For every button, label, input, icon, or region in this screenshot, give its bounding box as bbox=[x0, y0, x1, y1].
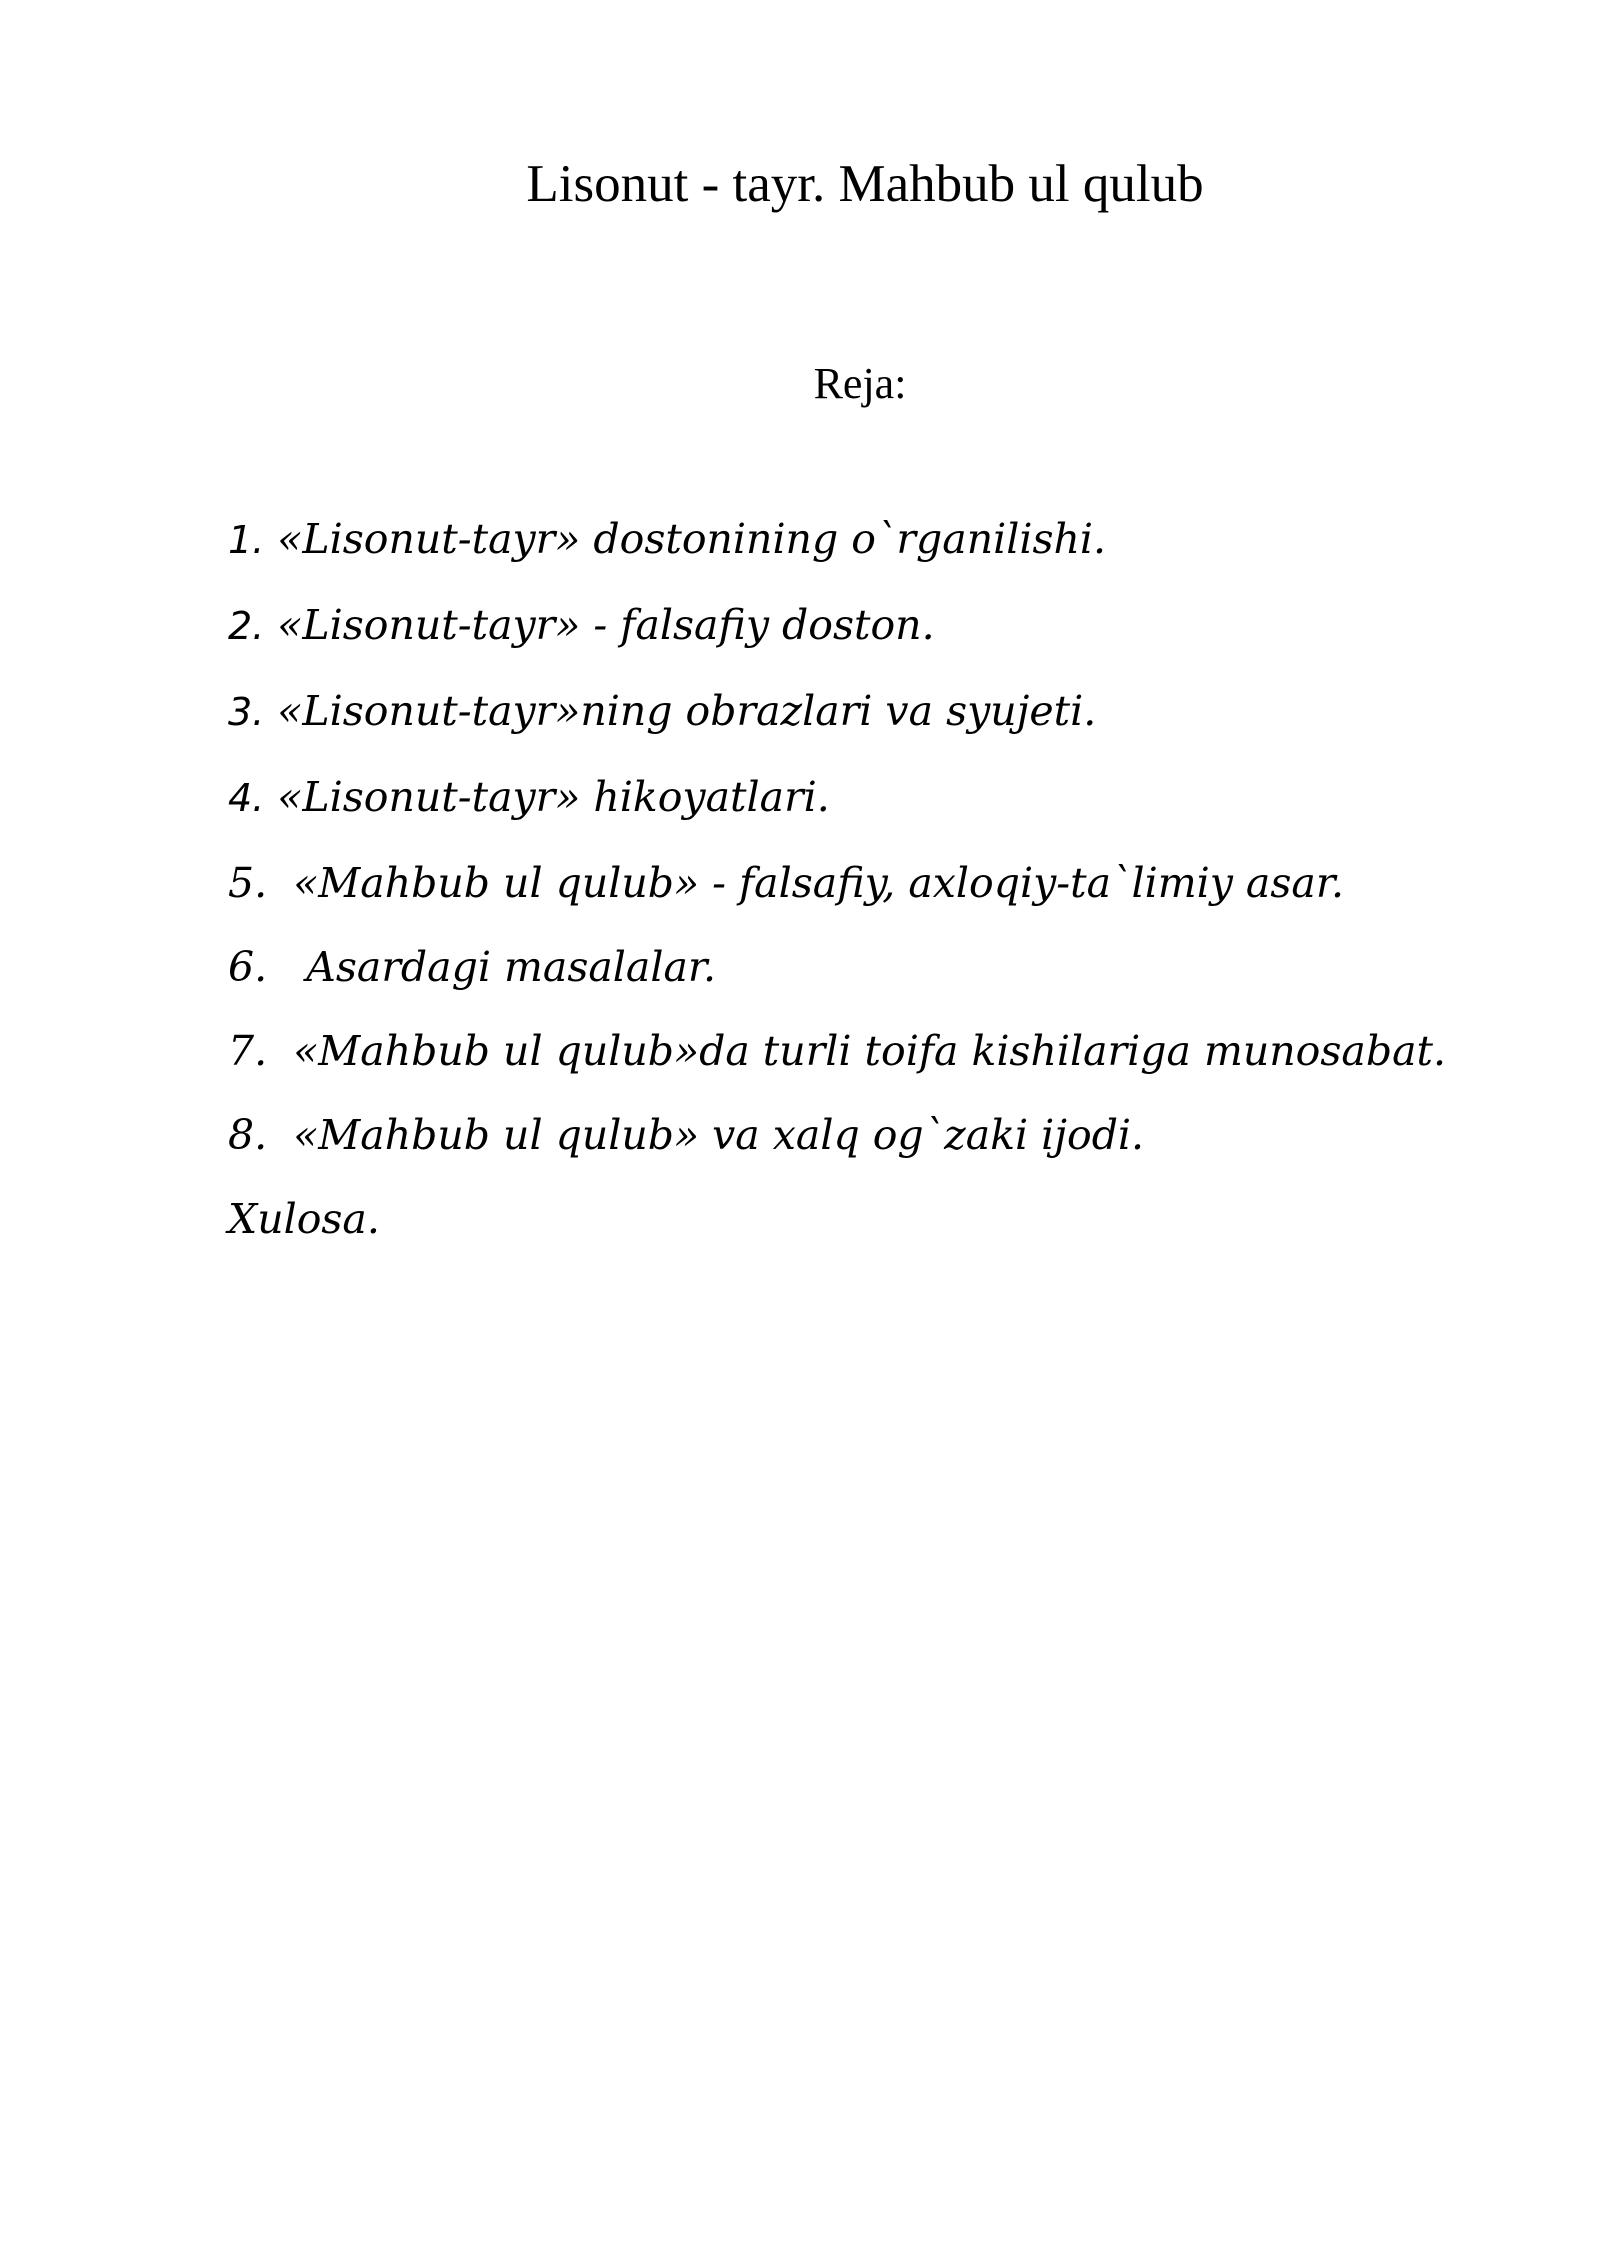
plan-item-4 bbox=[228, 770, 1528, 856]
plan-item-text: «Lisonut-tayr» dostonining o`rganilishi. bbox=[264, 515, 1107, 563]
plan-item-2 bbox=[228, 598, 1528, 684]
plan-item-text: «Lisonut-tayr» - falsafiy doston. bbox=[264, 601, 935, 649]
plan-item-text: «Mahbub ul qulub» va xalq og`zaki ijodi. bbox=[267, 1111, 1145, 1159]
plan-item-text: «Mahbub ul qulub»da turli toifa kishilariga munosabat. bbox=[267, 1027, 1447, 1075]
plan-item-number: 4. bbox=[228, 776, 265, 820]
plan-item-6 bbox=[228, 940, 1528, 1024]
plan-item-text: «Mahbub ul qulub» - falsafiy, axloqiy-ta`limiy asar. bbox=[267, 859, 1344, 907]
plan-item-number: 3. bbox=[228, 690, 265, 734]
plan-item-text: «Lisonut-tayr»ning obrazlari va syujeti. bbox=[264, 687, 1097, 735]
plan-item-3 bbox=[228, 684, 1528, 770]
plan-item-8 bbox=[228, 1108, 1528, 1192]
plan-heading: Reja: bbox=[813, 359, 907, 408]
plan-list bbox=[228, 512, 1528, 1276]
plan-item-number: 8. bbox=[228, 1111, 268, 1159]
plan-item-text: Asardagi masalalar. bbox=[267, 943, 717, 991]
plan-item-1 bbox=[228, 512, 1528, 598]
plan-item-number: 5. bbox=[228, 859, 268, 907]
plan-item-5 bbox=[228, 856, 1528, 940]
plan-conclusion: Xulosa. bbox=[228, 1195, 380, 1243]
plan-item-text: «Lisonut-tayr» hikoyatlari. bbox=[264, 773, 830, 821]
plan-item-number: 2. bbox=[228, 604, 265, 648]
document-title: Lisonut - tayr. Mahbub ul qulub bbox=[526, 155, 1204, 213]
plan-item-number: 6. bbox=[228, 943, 268, 991]
plan-item-7 bbox=[228, 1024, 1528, 1108]
plan-item-number: 1. bbox=[228, 518, 265, 562]
plan-item-number: 7. bbox=[228, 1027, 268, 1075]
